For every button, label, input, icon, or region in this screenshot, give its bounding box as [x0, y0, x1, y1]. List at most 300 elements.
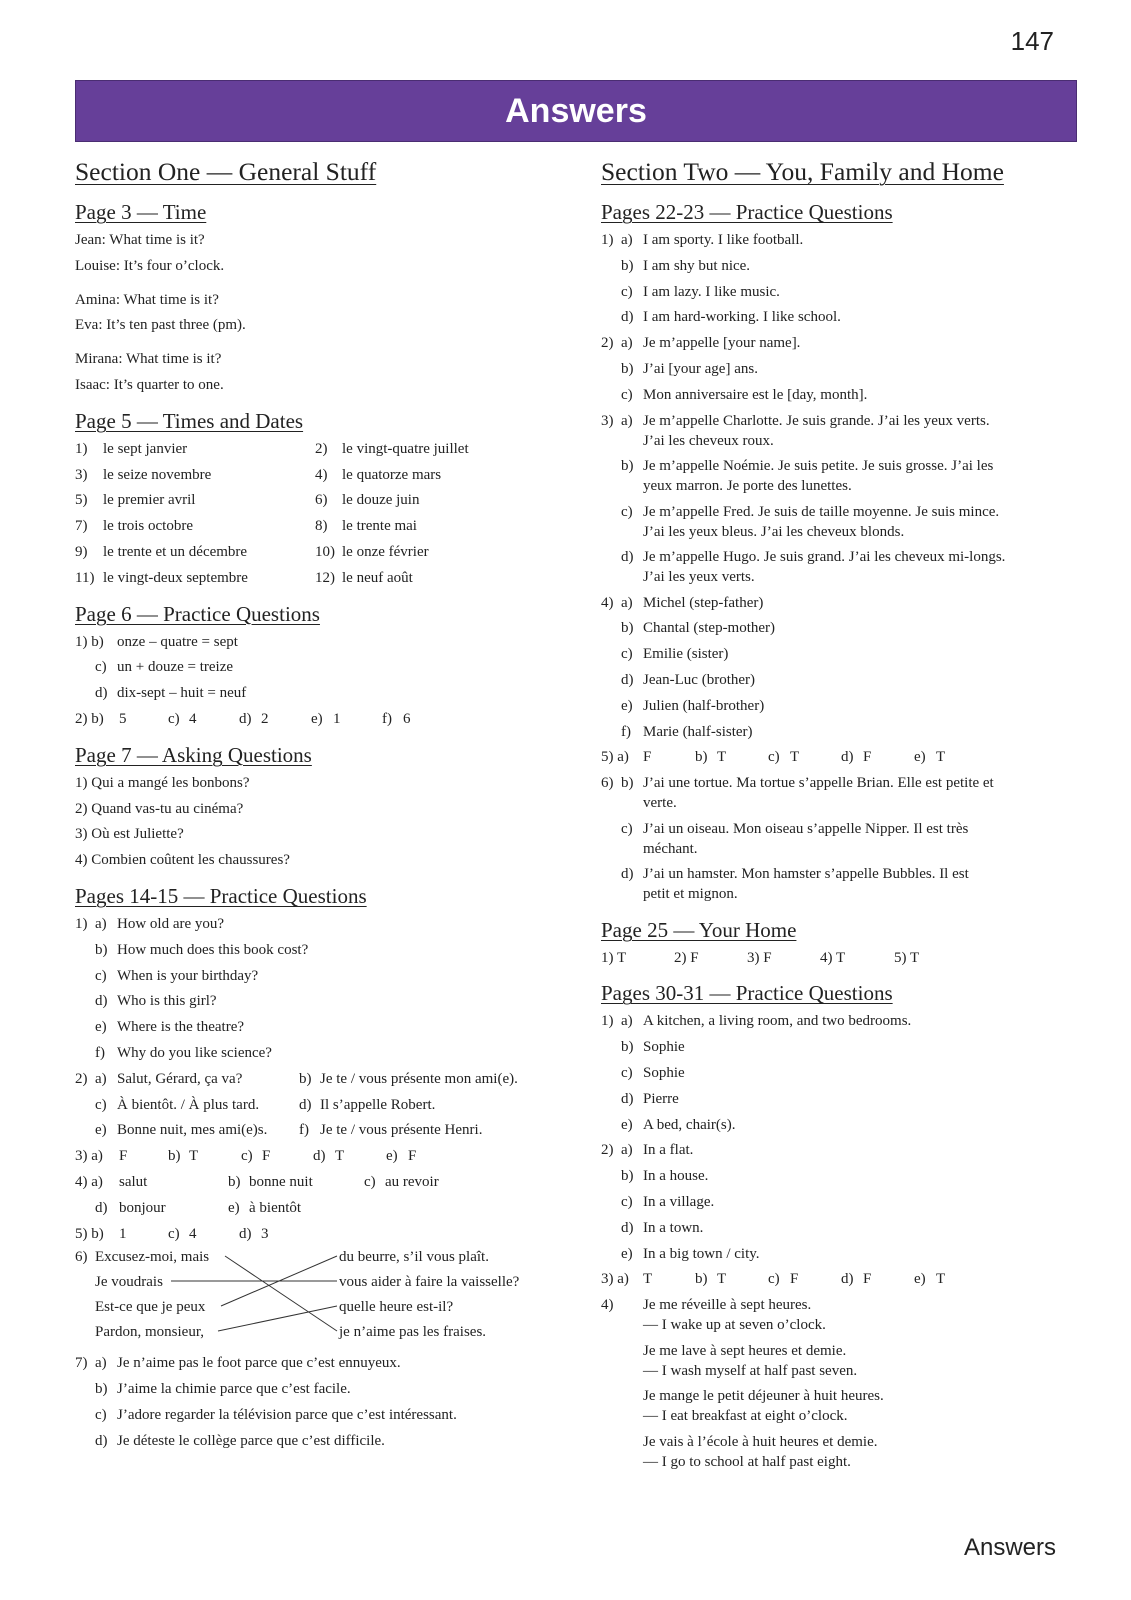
answer-text: Mon anniversaire est le [day, month]. [643, 386, 868, 403]
answer-text: T [189, 1148, 199, 1165]
answer-text: T [643, 1271, 653, 1288]
answer-row [601, 694, 1071, 720]
answer-text: Sophie [643, 1039, 685, 1056]
item-letter: c) [364, 1173, 376, 1190]
answer-text: Je vais à l’école à huit heures et demie. [643, 1433, 878, 1450]
item-letter: a) [621, 594, 633, 611]
answer-row [601, 745, 1071, 771]
item-letter: b) [95, 941, 108, 958]
item-letter: e) [311, 710, 323, 727]
item-letter: c) [621, 820, 633, 837]
translation-text: — I go to school at half past eight. [643, 1453, 851, 1470]
answer-row [75, 1403, 565, 1429]
item-letter: d) [313, 1148, 326, 1165]
answer-row [601, 616, 1071, 642]
dialogue-line: Amina: What time is it? [75, 291, 219, 308]
item-letter: b) [621, 775, 634, 792]
answer-text: bonne nuit [249, 1173, 313, 1190]
match-left-item: Pardon, monsieur, [95, 1324, 204, 1341]
answer-text: le douze juin [342, 492, 420, 509]
dates-row [75, 514, 565, 540]
answer-text: T [335, 1148, 345, 1165]
banner-title: Answers [505, 91, 647, 130]
answer-text: 1) T [601, 949, 627, 966]
answer-text: Julien (half-brother) [643, 697, 765, 714]
item-letter: d) [95, 993, 108, 1010]
item-number: 12) [315, 569, 335, 586]
page-heading: Page 25 — Your Home [601, 917, 797, 942]
item-number: 8) [315, 518, 328, 535]
left-column [75, 150, 565, 1454]
answer-text: J’ai les cheveux roux. [643, 432, 774, 449]
answer-text: Where is the theatre? [117, 1019, 245, 1036]
answer-row [75, 1067, 565, 1093]
item-number: 2) [601, 1142, 614, 1159]
item-letter: e) [914, 749, 926, 766]
answer-text: à bientôt [249, 1199, 302, 1216]
item-letter: d) [95, 1199, 108, 1216]
translation-text: — I eat breakfast at eight o’clock. [643, 1408, 848, 1425]
item-letter: c) [95, 1406, 107, 1423]
item-number: 3) a) [75, 1148, 103, 1165]
match-right-item: je n’aime pas les fraises. [339, 1324, 487, 1341]
answer-block [75, 771, 565, 874]
answer-row [601, 1035, 1071, 1061]
item-letter: c) [621, 1194, 633, 1211]
answer-row [601, 545, 1071, 591]
item-letter: b) [695, 1271, 708, 1288]
page-heading: Page 7 — Asking Questions [75, 742, 312, 767]
answer-text: Who is this girl? [117, 993, 217, 1010]
answer-text: J’ai un hamster. Mon hamster s’appelle Bubbles. Il est [643, 866, 969, 883]
answer-text: petit et mignon. [643, 886, 738, 903]
answer-row [75, 989, 565, 1015]
page-heading: Page 5 — Times and Dates [75, 408, 304, 433]
answer-text: T [936, 749, 946, 766]
item-letter: b) [621, 1039, 634, 1056]
answer-block [75, 912, 565, 1455]
answer-text: 6 [403, 710, 411, 727]
answer-text: 4 [189, 710, 197, 727]
item-letter: e) [621, 1245, 633, 1262]
answer-row [75, 964, 565, 990]
answer-text: Je m’appelle [your name]. [643, 335, 801, 352]
answer-text: A kitchen, a living room, and two bedrooms. [643, 1013, 912, 1030]
item-number: 1) [601, 232, 614, 248]
item-number: 4) [601, 1297, 614, 1314]
item-letter: b) [95, 1381, 108, 1398]
item-letter: f) [621, 723, 631, 740]
item-letter: b) [168, 1148, 181, 1165]
answer-text: I am sporty. I like football. [643, 232, 804, 248]
answer-row [601, 228, 1071, 254]
answer-row [75, 707, 565, 733]
answer-text: le vingt-quatre juillet [342, 440, 469, 457]
answer-text: F [863, 1271, 872, 1288]
answer-text: onze – quatre = sept [117, 633, 238, 650]
item-letter: d) [841, 1271, 854, 1288]
item-letter: d) [621, 549, 634, 566]
item-number: 7) [75, 1355, 88, 1372]
item-number: 5) a) [601, 749, 629, 766]
section-title: Section Two — You, Family and Home [601, 157, 1004, 186]
answer-text: F [643, 749, 652, 766]
item-letter: a) [621, 232, 633, 248]
item-number: 6) [315, 492, 328, 509]
answer-text: In a town. [643, 1219, 704, 1236]
item-letter: c) [768, 1271, 780, 1288]
answer-text: À bientôt. / À plus tard. [117, 1096, 260, 1113]
answers-banner [75, 80, 1077, 142]
answer-text: 2 [261, 710, 269, 727]
item-letter: c) [95, 659, 107, 676]
item-number: 4) a) [75, 1173, 103, 1190]
dialogue-line: Mirana: What time is it? [75, 351, 222, 368]
answer-row [601, 1164, 1071, 1190]
item-letter: d) [95, 685, 108, 702]
item-number: 5) b) [75, 1225, 104, 1242]
answer-row [601, 280, 1071, 306]
item-letter: a) [95, 1355, 107, 1372]
answer-text: Je m’appelle Charlotte. Je suis grande. J’ai les yeux verts. [643, 412, 990, 429]
answer-row [601, 817, 1071, 863]
item-letter: e) [95, 1122, 107, 1139]
answer-row [601, 254, 1071, 280]
answer-text: le quatorze mars [342, 466, 442, 483]
answer-text: J’ai [your age] ans. [643, 360, 758, 377]
match-left-item: Est-ce que je peux [95, 1299, 206, 1316]
item-letter: b) [695, 749, 708, 766]
answer-text: 5) T [894, 949, 920, 966]
answer-row [601, 500, 1071, 546]
answer-text: au revoir [385, 1173, 439, 1190]
item-letter: d) [841, 749, 854, 766]
answer-row [75, 1170, 565, 1196]
answer-row [601, 1087, 1071, 1113]
answer-text: Je mange le petit déjeuner à huit heures. [643, 1388, 884, 1405]
answer-text: yeux marron. Je porte des lunettes. [643, 478, 852, 495]
item-letter: e) [228, 1199, 240, 1216]
answer-row [601, 1061, 1071, 1087]
match-right-item: vous aider à faire la vaisselle? [339, 1274, 520, 1291]
answer-text: Salut, Gérard, ça va? [117, 1070, 243, 1087]
answer-text: 3 [261, 1225, 269, 1242]
answer-row [601, 720, 1071, 746]
answer-text: le premier avril [103, 492, 196, 509]
item-letter: c) [621, 386, 633, 403]
answer-line: 3) Où est Juliette? [75, 826, 184, 843]
answer-row [601, 1009, 1071, 1035]
item-letter: b) [621, 458, 634, 475]
answer-text: salut [119, 1173, 148, 1190]
item-letter: d) [621, 1090, 634, 1107]
dialogue-line: Jean: What time is it? [75, 232, 205, 248]
answer-text: dix-sept – huit = neuf [117, 685, 247, 702]
match-line [225, 1256, 337, 1331]
answer-text: J’ai les yeux verts. [643, 569, 755, 586]
item-letter: b) [299, 1070, 312, 1087]
dates-row [75, 566, 565, 592]
answer-text: T [790, 749, 800, 766]
item-letter: e) [621, 1116, 633, 1133]
answer-text: A bed, chair(s). [643, 1116, 736, 1133]
item-number: 6) [601, 775, 614, 792]
answer-block [601, 1009, 1071, 1475]
item-number: 6) [75, 1249, 88, 1266]
dates-row [75, 540, 565, 566]
answer-text: Je me réveille à sept heures. [643, 1297, 812, 1314]
answer-row [601, 357, 1071, 383]
item-letter: c) [621, 283, 633, 300]
match-left-item: Excusez-moi, mais [95, 1249, 210, 1266]
dialogue-line: Isaac: It’s quarter to one. [75, 376, 224, 393]
answer-row [75, 1144, 565, 1170]
item-number: 9) [75, 543, 88, 560]
page-heading: Pages 22-23 — Practice Questions [601, 200, 893, 224]
answer-text: le neuf août [342, 569, 413, 586]
answer-text: le onze février [342, 543, 429, 560]
item-letter: a) [621, 335, 633, 352]
answer-text: T [717, 749, 727, 766]
match-right-item: quelle heure est-il? [339, 1299, 454, 1316]
item-letter: c) [621, 646, 633, 663]
right-column [601, 150, 1071, 1475]
answer-text: How old are you? [117, 915, 225, 932]
item-number: 3) [75, 466, 88, 483]
answer-text: 4) T [820, 949, 846, 966]
answer-text: Sophie [643, 1065, 685, 1082]
answer-text: le trente mai [342, 518, 417, 535]
answer-row [75, 912, 565, 938]
answer-row [75, 1429, 565, 1455]
answer-text: le trois octobre [103, 518, 193, 535]
answer-text: How much does this book cost? [117, 941, 309, 958]
item-letter: a) [621, 1142, 633, 1159]
dates-row [75, 488, 565, 514]
item-letter: e) [621, 697, 633, 714]
item-letter: e) [95, 1019, 107, 1036]
answer-text: le seize novembre [103, 466, 212, 483]
answer-row [601, 305, 1071, 331]
answer-text: Je m’appelle Noémie. Je suis petite. Je suis grosse. J’ai les [643, 458, 994, 475]
item-letter: d) [621, 1219, 634, 1236]
answer-line: 2) Quand vas-tu au cinéma? [75, 800, 244, 817]
item-letter: d) [621, 866, 634, 883]
item-letter: b) [621, 360, 634, 377]
item-letter: b) [621, 620, 634, 637]
item-number: 7) [75, 518, 88, 535]
item-letter: c) [241, 1148, 253, 1165]
answer-text: 3) F [747, 949, 772, 966]
item-letter: e) [914, 1271, 926, 1288]
answer-row [75, 681, 565, 707]
item-letter: a) [621, 412, 633, 429]
item-number: 1) [601, 1013, 614, 1030]
answer-row [75, 1041, 565, 1067]
dates-row [75, 437, 565, 463]
item-letter: a) [95, 1070, 107, 1087]
dialogue-block [75, 288, 565, 340]
page-heading: Pages 30-31 — Practice Questions [601, 981, 893, 1006]
answer-row [601, 771, 1071, 817]
item-letter: c) [168, 1225, 180, 1242]
answer-row [601, 946, 1071, 972]
answer-text: When is your birthday? [117, 967, 259, 984]
answer-text: Je me lave à sept heures et demie. [643, 1342, 847, 1359]
page-number: 147 [1010, 26, 1054, 56]
item-letter: c) [621, 503, 633, 520]
item-number: 1) [75, 440, 88, 457]
answer-row [601, 1113, 1071, 1139]
answer-row [601, 1267, 1071, 1293]
item-letter: b) [228, 1173, 241, 1190]
answer-row [601, 331, 1071, 357]
answer-row [601, 1242, 1071, 1268]
answer-text: J’ai un oiseau. Mon oiseau s’appelle Nipper. Il est très [643, 820, 969, 837]
answer-text: méchant. [643, 840, 698, 857]
answer-row [601, 1293, 1071, 1339]
item-letter: d) [239, 710, 252, 727]
item-letter: d) [621, 671, 634, 688]
item-letter: e) [386, 1148, 398, 1165]
match-left-item: Je voudrais [95, 1274, 163, 1291]
answer-text: T [717, 1271, 727, 1288]
item-number: 11) [75, 569, 95, 586]
answer-text: F [119, 1148, 128, 1165]
answer-text: le sept janvier [103, 440, 188, 457]
answer-text: In a flat. [643, 1142, 694, 1159]
item-letter: d) [621, 309, 634, 326]
answer-row [601, 454, 1071, 500]
item-letter: b) [621, 257, 634, 274]
answer-row [75, 1118, 565, 1144]
answer-row [75, 938, 565, 964]
item-number: 2) [315, 440, 328, 457]
answer-text: Why do you like science? [117, 1044, 272, 1061]
answer-row [601, 1216, 1071, 1242]
dialogue-line: Louise: It’s four o’clock. [75, 257, 225, 274]
translation-text: — I wash myself at half past seven. [643, 1362, 858, 1379]
answer-text: Pierre [643, 1090, 679, 1107]
answer-row [601, 1430, 1071, 1476]
answer-block [75, 630, 565, 733]
answer-text: 1 [119, 1225, 127, 1242]
answer-text: 5 [119, 710, 127, 727]
answer-row [601, 383, 1071, 409]
answer-text: In a big town / city. [643, 1245, 760, 1262]
answer-text: J’aime la chimie parce que c’est facile. [117, 1381, 351, 1398]
item-number: 2) [601, 335, 614, 352]
answer-text: 4 [189, 1225, 197, 1242]
item-number: 2) b) [75, 710, 104, 727]
match-right-item: du beurre, s’il vous plaît. [339, 1249, 489, 1266]
answer-text: F [863, 749, 872, 766]
answer-row [75, 655, 565, 681]
item-number: 1) b) [75, 633, 104, 650]
answer-row [601, 1384, 1071, 1430]
answer-text: I am shy but nice. [643, 257, 751, 274]
answer-row [75, 1377, 565, 1403]
dialogue-block [75, 347, 565, 399]
answer-row [601, 1190, 1071, 1216]
item-number: 1) [75, 915, 88, 932]
answer-row [75, 1351, 565, 1377]
answer-text: verte. [643, 795, 677, 812]
item-letter: a) [621, 1013, 633, 1030]
answer-line: 4) Combien coûtent les chaussures? [75, 852, 290, 869]
answer-block [601, 228, 1071, 908]
section-title: Section One — General Stuff [75, 157, 377, 186]
answer-text: Chantal (step-mother) [643, 620, 776, 637]
translation-text: — I wake up at seven o’clock. [643, 1317, 826, 1334]
answer-line: 1) Qui a mangé les bonbons? [75, 774, 250, 791]
dates-row [75, 463, 565, 489]
item-letter: f) [95, 1044, 105, 1061]
answer-row [601, 409, 1071, 455]
answer-text: J’adore regarder la télévision parce que c’est intéressant. [117, 1406, 457, 1423]
page-heading: Page 6 — Practice Questions [75, 601, 320, 626]
answer-row [75, 1222, 565, 1248]
answer-text: Michel (step-father) [643, 594, 764, 611]
answer-text: le trente et un décembre [103, 543, 248, 560]
answer-text: Je déteste le collège parce que c’est difficile. [117, 1432, 385, 1449]
answer-text: F [262, 1148, 271, 1165]
answer-text: Emilie (sister) [643, 646, 729, 663]
answer-text: J’ai les yeux bleus. J’ai les cheveux blonds. [643, 523, 905, 540]
item-letter: a) [95, 915, 107, 932]
answer-row [601, 668, 1071, 694]
answer-row [75, 1093, 565, 1119]
answer-text: Je m’appelle Hugo. Je suis grand. J’ai les cheveux mi-longs. [643, 549, 1006, 566]
answer-text: In a village. [643, 1194, 715, 1211]
answer-text: un + douze = treize [117, 659, 234, 676]
item-letter: b) [621, 1168, 634, 1185]
answer-text: Je te / vous présente mon ami(e). [320, 1070, 518, 1087]
answer-text: Jean-Luc (brother) [643, 671, 756, 688]
answer-text: I am lazy. I like music. [643, 283, 780, 300]
answer-text: Je te / vous présente Henri. [320, 1122, 483, 1139]
answer-text: 2) F [674, 949, 699, 966]
item-letter: c) [168, 710, 180, 727]
item-letter: f) [382, 710, 392, 727]
item-letter: d) [239, 1225, 252, 1242]
answer-text: I am hard-working. I like school. [643, 309, 841, 326]
page-heading: Pages 14-15 — Practice Questions [75, 883, 367, 908]
answer-text: Je n’aime pas le foot parce que c’est ennuyeux. [117, 1355, 401, 1372]
answer-row [75, 1015, 565, 1041]
answer-row [601, 862, 1071, 908]
answer-text: le vingt-deux septembre [103, 569, 248, 586]
answer-text: 1 [333, 710, 341, 727]
matching-exercise [75, 1247, 565, 1351]
item-letter: c) [621, 1065, 633, 1082]
item-letter: c) [95, 1096, 107, 1113]
item-number: 3) [601, 412, 614, 429]
item-number: 5) [75, 492, 88, 509]
item-number: 4) [315, 466, 328, 483]
dialogue-line: Eva: It’s ten past three (pm). [75, 317, 246, 334]
answer-row [75, 630, 565, 656]
item-number: 2) [75, 1070, 88, 1087]
answer-text: F [790, 1271, 799, 1288]
item-number: 10) [315, 543, 335, 560]
answer-text: Bonne nuit, mes ami(e)s. [117, 1122, 268, 1139]
answer-row [75, 1196, 565, 1222]
item-letter: c) [95, 967, 107, 984]
item-letter: d) [299, 1096, 312, 1113]
answer-text: J’ai une tortue. Ma tortue s’appelle Brian. Elle est petite et [643, 775, 994, 792]
answer-row [601, 642, 1071, 668]
